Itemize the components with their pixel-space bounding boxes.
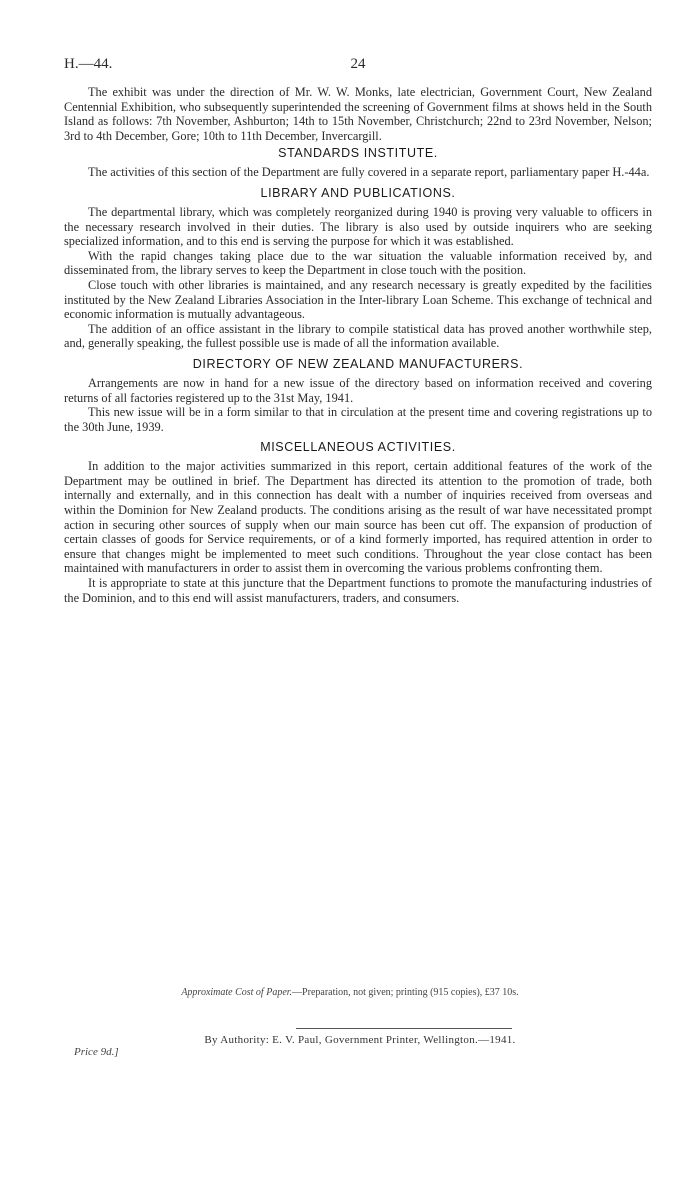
paragraph: It is appropriate to state at this juncture that the Department functions to promote the manufacturing industries of the Dominion, and to this end will assist manufacturers, traders, and consumers. — [64, 576, 652, 605]
heading-library-and-publications: LIBRARY AND PUBLICATIONS. — [260, 185, 456, 200]
paragraph: The addition of an office assistant in the library to compile statistical data has proved another worthwhile step, and, generally speaking, the fullest possible use is made of all the information available. — [64, 321, 652, 351]
document-reference: H.—44. — [64, 56, 113, 72]
heading-standards-institute: STANDARDS INSTITUTE. — [278, 146, 438, 161]
intro-paragraph: The exhibit was under the direction of Mr. W. W. Monks, late electrician, Government Court, New Zealand Centennial Exhibition, who subsequently superintended the screening of Government films at shows held in the South Island as follows: 7th November, Ashburton; 14th to 15th November, Christchurch; 22nd to 23rd November, Nelson; 3rd to 4th December, Gore; 10th to 11th December, Invercargill. — [64, 85, 652, 143]
printer-authority: By Authority: E. V. Paul, Government Printer, Wellington.—1941. — [204, 1034, 516, 1046]
page-header — [64, 56, 652, 76]
heading-miscellaneous-activities: MISCELLANEOUS ACTIVITIES. — [260, 440, 456, 455]
price-note: Price 9d.] — [74, 1046, 119, 1058]
cost-text: —Preparation, not given; printing (915 copies), £37 10s. — [292, 987, 519, 998]
paragraph: Arrangements are now in hand for a new issue of the directory based on information received and covering returns of all factories registered up to the 31st May, 1941. — [64, 375, 652, 405]
document-body — [64, 85, 652, 605]
cost-label: Approximate Cost of Paper. — [181, 987, 293, 998]
heading-directory-of-manufacturers: DIRECTORY OF NEW ZEALAND MANUFACTURERS. — [192, 356, 524, 371]
paragraph: In addition to the major activities summarized in this report, certain additional features of the work of the Department may be outlined in brief. The Department has directed its attention to the promotion of trade, both internally and externally, and in this connection has dealt with a number of inquiries received from overseas and within the Dominion for New Zealand products. The conditions arising as the result of war have necessitated prompt action in securing other sources of supply when our main source has been cut off. The expansion of production of certain classes of goods for Service requirements, or of a kind formerly imported, has required attention in order to ensure that changes might be implemented to meet such conditions. Throughout the year close contact has been maintained with manufacturers in order to assist them in overcoming the various problems confronting them. — [64, 459, 652, 576]
divider-rule — [296, 1028, 512, 1029]
paragraph: The activities of this section of the Department are fully covered in a separate report, parliamentary paper H.-44a. — [88, 165, 650, 180]
paragraph: Close touch with other libraries is maintained, and any research necessary is greatly expedited by the facilities instituted by the New Zealand Libraries Association in the Inter-library Loan Scheme. This exchange of technical and economic information is mutually advantageous. — [64, 277, 652, 322]
cost-of-paper-note — [0, 987, 700, 998]
paragraph: The departmental library, which was completely reorganized during 1940 is proving very valuable to officers in the necessary research involved in their duties. The library is also used by outside inquirers who are seeking specialized information, and to this end is serving the purpose for which it was established. — [64, 204, 652, 249]
page-number: 24 — [350, 56, 366, 72]
paragraph: This new issue will be in a form similar to that in circulation at the present time and covering registrations up to the 30th June, 1939. — [64, 405, 652, 434]
paragraph: With the rapid changes taking place due to the war situation the valuable information received by, and disseminated from, the library serves to keep the Department in close touch with the position. — [64, 248, 652, 278]
